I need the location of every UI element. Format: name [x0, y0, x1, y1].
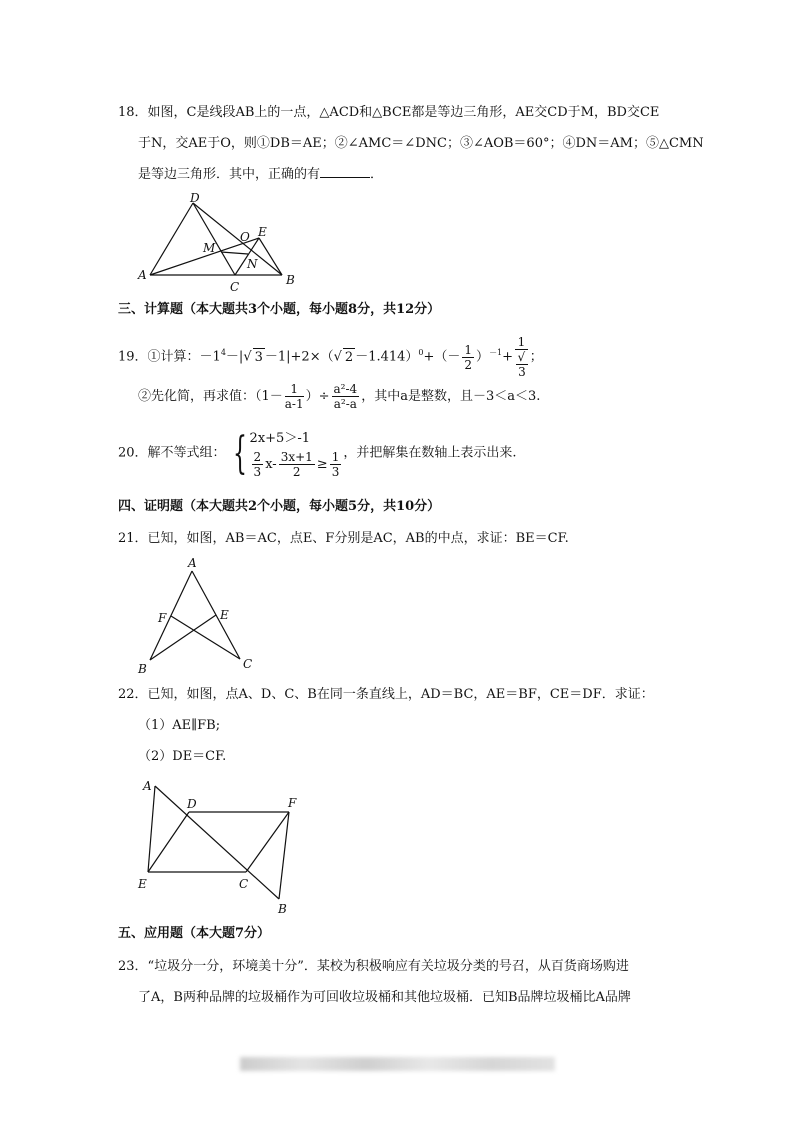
q19-p1f: ）: [476, 349, 490, 365]
q19-p1g: +: [502, 349, 514, 365]
q20-ineq1: 2x+5＞-1: [249, 431, 310, 446]
pt-M: M: [203, 241, 216, 255]
q19-p1d: －1.414）: [355, 349, 419, 365]
pt-F: F: [288, 796, 297, 810]
q22-text: 22．已知，如图，点A、D、C、B在同一条直线上，AD＝BC，AE＝BF，CE＝DF．求证：: [118, 687, 654, 702]
q18-line3-end: ．: [370, 167, 384, 182]
seg-AE: [148, 786, 155, 872]
section-4-title: 四、证明题（本大题共2个小题，每小题5分，共10分）: [118, 499, 441, 514]
pt-N: N: [247, 257, 258, 271]
pt-O: O: [240, 230, 250, 244]
pt-B: B: [138, 662, 147, 676]
q19-frac-half: $\frac{1}{2}$: [464, 342, 473, 372]
pt-D: D: [187, 797, 197, 811]
q19-sup0: 0: [418, 348, 424, 358]
q22-part1: （1）AE∥FB;: [138, 718, 221, 733]
q18-line2: 于N，交AE于O，则①DB＝AE；②∠AMC＝∠DNC；③∠AOB＝60°；④DN＝AM；⑤△CMN: [138, 136, 704, 151]
q19-supm1: －1: [489, 348, 503, 358]
pt-C: C: [243, 657, 253, 671]
pt-B: B: [286, 273, 295, 287]
q19-frac1: $\frac{1}{a-1}$: [284, 382, 304, 411]
pt-E: E: [138, 877, 147, 891]
q19-p1e: +（－: [423, 349, 461, 365]
q23-line1: 23．“垃圾分一分，环境美十分”．某校为积极响应有关垃圾分类的号召，从百货商场购进: [118, 959, 629, 974]
q18-line3-text: 是等边三角形．其中，正确的有: [138, 167, 321, 182]
q23-line2: 了A，B两种品牌的垃圾桶作为可回收垃圾桶和其他垃圾桶．已知B品牌垃圾桶比A品牌: [138, 990, 631, 1005]
sqrt-symbol: √: [243, 349, 252, 365]
pt-D: D: [190, 191, 200, 205]
q19-frac-root3: 1 √ 3: [515, 335, 528, 379]
q20-label: 20．解不等式组：: [118, 445, 226, 461]
section-5-title: 五、应用题（本大题7分）: [118, 926, 271, 941]
q19-frac2: $\frac{\text{a²-4}}{\text{a²-a}}$: [333, 382, 358, 411]
pt-C: C: [230, 280, 240, 294]
pt-E: E: [220, 608, 229, 622]
q21-text: 21．已知，如图，AB＝AC，点E、F分别是AC，AB的中点，求证：BE＝CF.: [118, 531, 569, 546]
q22-part2: （2）DE＝CF.: [138, 749, 227, 764]
q19-sqrt3: 3: [254, 349, 263, 365]
pt-C: C: [239, 877, 249, 891]
q19-p2c: ，其中a是整数，且－3＜a＜3.: [361, 389, 541, 404]
blurred-footer: [240, 1057, 555, 1071]
q19-p1a: 19．①计算：－1: [118, 349, 221, 365]
pt-B: B: [278, 902, 287, 916]
q19-p1c: －1|+2×（: [264, 349, 334, 365]
q19-p2b: ）÷: [305, 389, 330, 404]
q18-line1: 18．如图，C是线段AB上的一点，△ACD和△BCE都是等边三角形，AE交CD于M，BD交CE: [118, 105, 660, 120]
seg-FB: [279, 812, 289, 899]
pt-F: F: [158, 611, 167, 625]
pt-A: A: [143, 779, 152, 793]
pt-A: A: [138, 268, 147, 282]
q20-tail: ，并把解集在数轴上表示出来.: [343, 445, 517, 461]
q19-sqrt2: 2: [344, 349, 354, 365]
pt-A: A: [188, 556, 197, 570]
q20-ineq2: $\frac{2}{3}$ x- $\frac{3x+1}{2}$ ≥ $\frac{1}{3}$: [253, 450, 340, 479]
q19-p1h: ；: [529, 349, 543, 365]
pt-E: E: [258, 225, 267, 239]
seg-AB: [155, 786, 279, 899]
q19-p1b: －|: [225, 349, 244, 365]
q19-p2a: ②先化简，再求值：（1－: [138, 389, 283, 404]
sqrt-symbol: √: [333, 349, 342, 365]
seg-ED: [148, 812, 189, 872]
q19-sup4: 4: [220, 348, 226, 358]
section-3-title: 三、计算题（本大题共3个小题，每小题8分，共12分）: [118, 302, 441, 317]
brace-icon: {: [232, 427, 247, 479]
